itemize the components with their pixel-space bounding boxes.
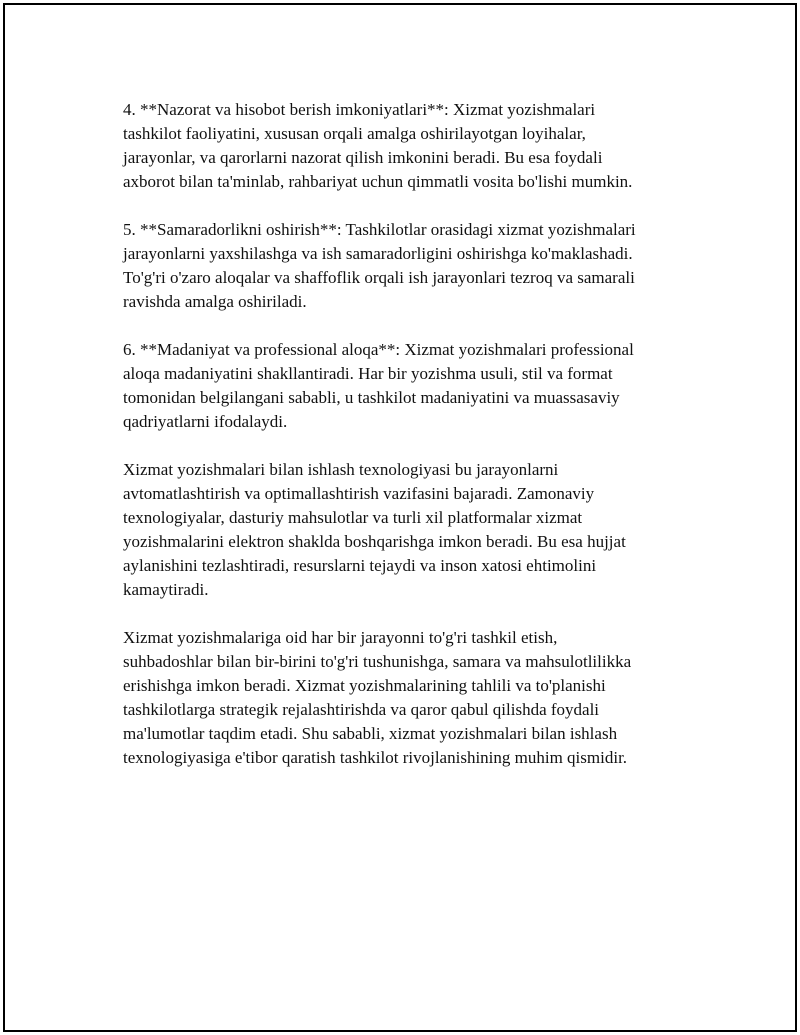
text-line: tomonidan belgilangani sababli, u tashkilot madaniyatini va muassasaviy (123, 388, 620, 407)
paragraph-6-madaniyat (123, 338, 703, 434)
text-line: 6. **Madaniyat va professional aloqa**: Xizmat yozishmalari professional (123, 340, 634, 359)
paragraph-xulosa (123, 626, 703, 770)
text-line: To'g'ri o'zaro aloqalar va shaffoflik orqali ish jarayonlari tezroq va samarali (123, 268, 635, 287)
text-line: erishishga imkon beradi. Xizmat yozishmalarining tahlili va to'planishi (123, 676, 606, 695)
text-line: qadriyatlarni ifodalaydi. (123, 412, 288, 431)
paragraph-texnologiya (123, 458, 703, 602)
text-line: jarayonlarni yaxshilashga va ish samaradorligini oshirishga ko'maklashadi. (123, 244, 633, 263)
text-line: tashkilotlarga strategik rejalashtirishda va qaror qabul qilishda foydali (123, 700, 600, 719)
text-line: Xizmat yozishmalari bilan ishlash texnologiyasi bu jarayonlarni (123, 460, 559, 479)
text-line: ravishda amalga oshiriladi. (123, 292, 307, 311)
text-line: 4. **Nazorat va hisobot berish imkoniyatlari**: Xizmat yozishmalari (123, 100, 596, 119)
text-line: Xizmat yozishmalariga oid har bir jarayonni to'g'ri tashkil etish, (123, 628, 558, 647)
text-line: jarayonlar, va qarorlarni nazorat qilish imkonini beradi. Bu esa foydali (123, 148, 603, 167)
text-line: 5. **Samaradorlikni oshirish**: Tashkilotlar orasidagi xizmat yozishmalari (123, 220, 636, 239)
text-line: texnologiyasiga e'tibor qaratish tashkilot rivojlanishining muhim qismidir. (123, 748, 628, 767)
text-line: kamaytiradi. (123, 580, 209, 599)
text-line: aylanishini tezlashtiradi, resurslarni tejaydi va inson xatosi ehtimolini (123, 556, 597, 575)
text-line: avtomatlashtirish va optimallashtirish vazifasini bajaradi. Zamonaviy (123, 484, 595, 503)
text-line: ma'lumotlar taqdim etadi. Shu sababli, xizmat yozishmalari bilan ishlash (123, 724, 618, 743)
text-line: aloqa madaniyatini shakllantiradi. Har bir yozishma usuli, stil va format (123, 364, 613, 383)
text-line: suhbadoshlar bilan bir-birini to'g'ri tushunishga, samara va mahsulotlilikka (123, 652, 632, 671)
paragraph-5-samaradorlik (123, 218, 703, 314)
page-frame (3, 3, 797, 1032)
text-line: texnologiyalar, dasturiy mahsulotlar va turli xil platformalar xizmat (123, 508, 583, 527)
text-line: yozishmalarini elektron shaklda boshqarishga imkon beradi. Bu esa hujjat (123, 532, 626, 551)
text-line: axborot bilan ta'minlab, rahbariyat uchun qimmatli vosita bo'lishi mumkin. (123, 172, 633, 191)
text-line: tashkilot faoliyatini, xususan orqali amalga oshirilayotgan loyihalar, (123, 124, 586, 143)
paragraph-4-nazorat (123, 98, 703, 194)
document-body (123, 98, 703, 794)
